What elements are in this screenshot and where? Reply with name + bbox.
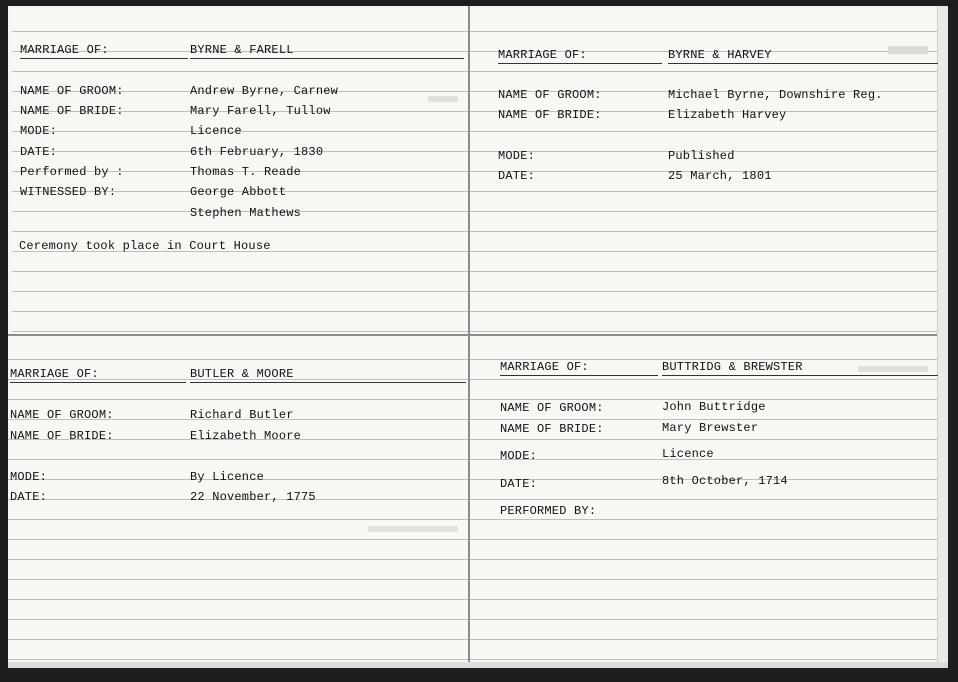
date-label: DATE: — [20, 145, 58, 159]
groom-value: John Buttridge — [662, 400, 766, 414]
marriage-of-label: MARRIAGE OF: — [498, 48, 662, 64]
date-value: 6th February, 1830 — [190, 145, 324, 159]
date-label: DATE: — [498, 169, 536, 183]
marriage-of-label: MARRIAGE OF: — [20, 43, 188, 59]
mode-label: MODE: — [20, 124, 58, 138]
groom-label: NAME OF GROOM: — [498, 88, 602, 102]
mode-label: MODE: — [500, 449, 538, 463]
date-value: 25 March, 1801 — [668, 169, 772, 183]
bride-value: Mary Brewster — [662, 421, 759, 435]
mode-value: Licence — [190, 124, 242, 138]
performed-by-value: Thomas T. Reade — [190, 165, 302, 179]
vertical-divider — [468, 6, 470, 668]
page-edge — [937, 6, 948, 668]
couple-name: BYRNE & HARVEY — [668, 48, 938, 64]
ceremony-note: Ceremony took place in Court House — [19, 239, 271, 253]
marriage-of-label: MARRIAGE OF: — [10, 367, 186, 383]
groom-value: Andrew Byrne, Carnew — [190, 84, 339, 98]
couple-name: BYRNE & FARELL — [190, 43, 464, 59]
bride-value: Mary Farell, Tullow — [190, 104, 331, 118]
mode-value: Published — [668, 149, 735, 163]
mode-label: MODE: — [498, 149, 536, 163]
date-label: DATE: — [500, 477, 538, 491]
witness-value: George Abbott — [190, 185, 287, 199]
record-card-buttridg-brewster — [470, 336, 938, 660]
groom-label: NAME OF GROOM: — [500, 401, 604, 415]
groom-value: Richard Butler — [190, 408, 294, 422]
groom-label: NAME OF GROOM: — [10, 408, 114, 422]
page-bottom-edge — [8, 662, 948, 668]
mode-label: MODE: — [10, 470, 48, 484]
bride-label: NAME OF BRIDE: — [498, 108, 602, 122]
performed-by-label: Performed by : — [20, 165, 124, 179]
bride-label: NAME OF BRIDE: — [20, 104, 124, 118]
scanned-record-sheet — [8, 6, 948, 668]
bride-label: NAME OF BRIDE: — [500, 422, 604, 436]
mode-value: By Licence — [190, 470, 265, 484]
marriage-of-label: MARRIAGE OF: — [500, 360, 658, 376]
mode-value: Licence — [662, 447, 714, 461]
date-label: DATE: — [10, 490, 48, 504]
witnessed-by-label: WITNESSED BY: — [20, 185, 117, 199]
performed-by-label: PERFORMED BY: — [500, 504, 597, 518]
couple-name: BUTTRIDG & BREWSTER — [662, 360, 938, 376]
date-value: 8th October, 1714 — [662, 474, 788, 488]
bride-value: Elizabeth Harvey — [668, 108, 787, 122]
bride-value: Elizabeth Moore — [190, 429, 302, 443]
date-value: 22 November, 1775 — [190, 490, 316, 504]
bleed-through-mark — [368, 526, 458, 532]
groom-value: Michael Byrne, Downshire Reg. — [668, 88, 883, 102]
couple-name: BUTLER & MOORE — [190, 367, 466, 383]
bride-label: NAME OF BRIDE: — [10, 429, 114, 443]
groom-label: NAME OF GROOM: — [20, 84, 124, 98]
witness-value: Stephen Mathews — [190, 206, 302, 220]
bleed-through-mark — [428, 96, 458, 102]
horizontal-divider — [8, 334, 938, 336]
